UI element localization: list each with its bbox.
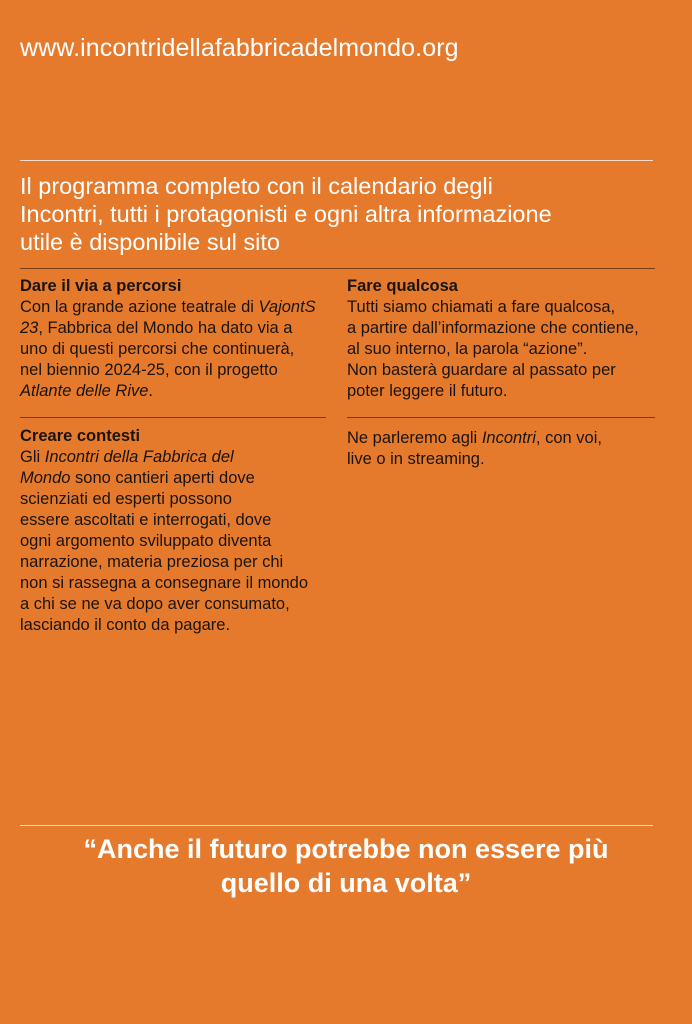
section-line: Gli Incontri della Fabbrica del <box>20 448 234 466</box>
section-line: al suo interno, la parola “azione”. <box>347 340 588 358</box>
section-title: Creare contesti <box>20 427 141 445</box>
quote-line: quello di una volta” <box>220 868 472 898</box>
section-line: Non basterà guardare al passato per <box>347 361 616 379</box>
section-line: poter leggere il futuro. <box>347 382 508 400</box>
right-column-divider <box>347 417 655 418</box>
section-line: scienziati ed esperti possono <box>20 490 232 508</box>
section-line: ogni argomento sviluppato diventa <box>20 532 272 550</box>
section-line: uno di questi percorsi che continuerà, <box>20 340 295 358</box>
section-line: narrazione, materia preziosa per chi <box>20 553 284 571</box>
section-contesti <box>20 426 328 636</box>
section-qualcosa <box>347 276 657 402</box>
bottom-divider <box>20 825 653 826</box>
section-line: Tutti siamo chiamati a fare qualcosa, <box>347 298 616 316</box>
quote-line: “Anche il futuro potrebbe non essere più <box>83 834 609 864</box>
website-url[interactable]: www.incontridellafabbricadelmondo.org <box>20 34 459 62</box>
section-line: lasciando il conto da pagare. <box>20 616 231 634</box>
left-column-divider <box>20 417 326 418</box>
section-line: essere ascoltati e interrogati, dove <box>20 511 272 529</box>
section-line: Con la grande azione teatrale di VajontS <box>20 298 316 316</box>
section-line: a partire dall’informazione che contiene, <box>347 319 639 337</box>
section-divider <box>20 268 655 269</box>
section-parleremo <box>347 428 657 470</box>
section-line: nel biennio 2024-25, con il progetto <box>20 361 278 379</box>
section-line: Mondo sono cantieri aperti dove <box>20 469 255 487</box>
top-divider <box>20 160 653 161</box>
section-line: 23, Fabbrica del Mondo ha dato via a <box>20 319 293 337</box>
section-percorsi <box>20 276 328 402</box>
section-title: Fare qualcosa <box>347 277 458 295</box>
section-line: Atlante delle Rive. <box>20 382 154 400</box>
intro-line: utile è disponibile sul sito <box>20 229 280 255</box>
intro-text <box>20 172 660 256</box>
intro-line: Incontri, tutti i protagonisti e ogni altra informazione <box>20 201 552 227</box>
section-line: non si rassegna a consegnare il mondo <box>20 574 309 592</box>
section-line: a chi se ne va dopo aver consumato, <box>20 595 290 613</box>
section-line: Ne parleremo agli Incontri, con voi, <box>347 429 602 447</box>
intro-line: Il programma completo con il calendario degli <box>20 173 493 199</box>
section-line: live o in streaming. <box>347 450 485 468</box>
section-title: Dare il via a percorsi <box>20 277 182 295</box>
closing-quote <box>0 832 692 900</box>
